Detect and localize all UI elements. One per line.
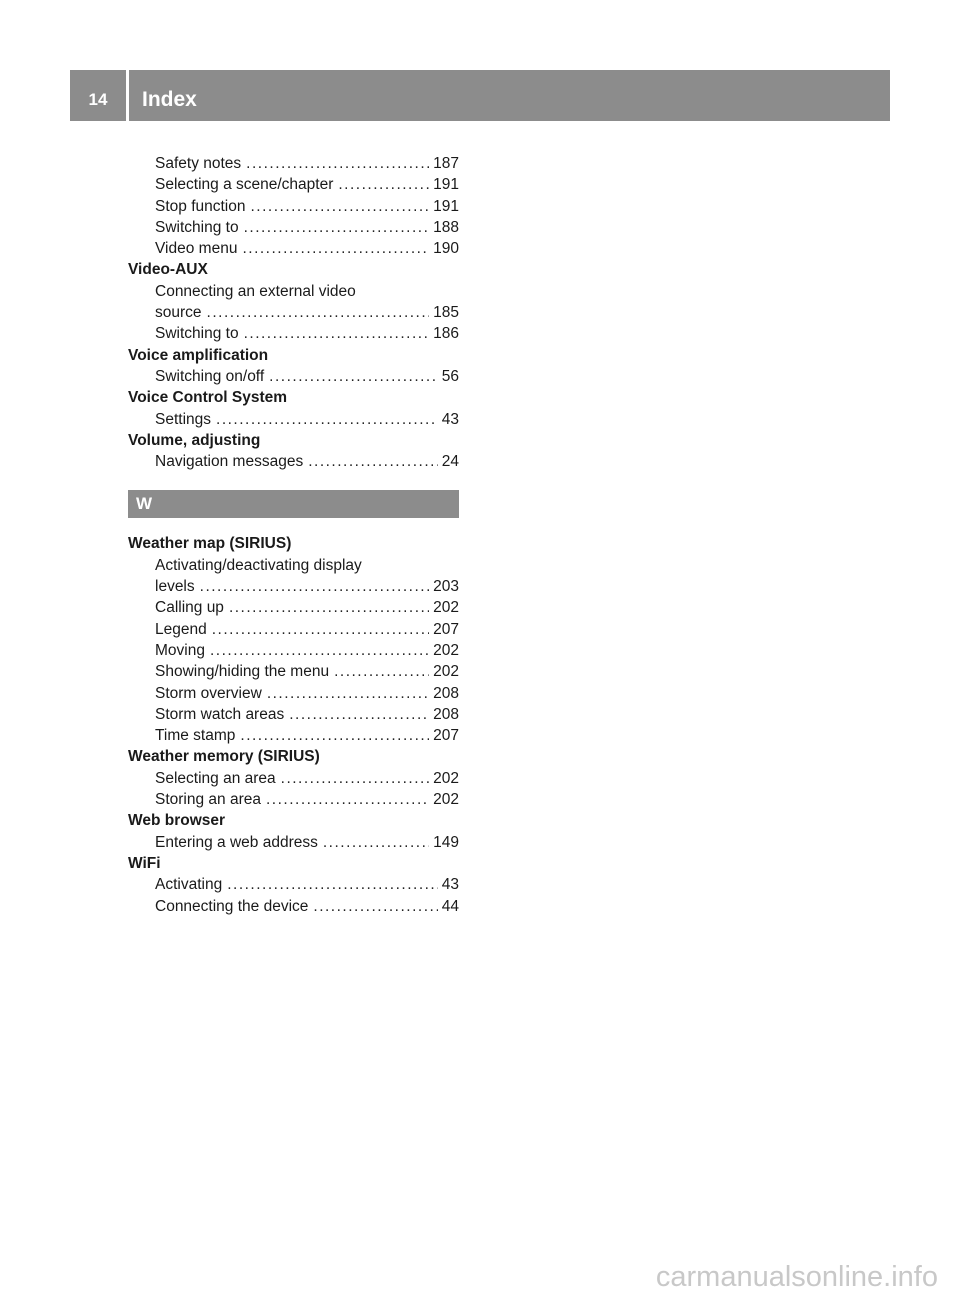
- entry-label: Switching on/off: [155, 367, 265, 385]
- page-reference: 149: [433, 833, 459, 851]
- entry-label: Calling up: [155, 599, 224, 617]
- entry-label: Navigation messages: [155, 453, 304, 471]
- watermark: carmanualsonline.info: [655, 1261, 938, 1293]
- index-subentry: [128, 640, 459, 661]
- index-subentry: [128, 576, 459, 597]
- dot-leader: [338, 174, 429, 195]
- entry-label: Video menu: [155, 240, 238, 258]
- dot-leader: [250, 196, 429, 217]
- page-number: 14: [88, 90, 108, 109]
- dot-leader: [246, 153, 429, 174]
- index-heading: Web browser: [128, 812, 226, 830]
- dot-leader: [281, 768, 429, 789]
- index-subentry: [128, 451, 459, 472]
- dot-leader: [240, 725, 429, 746]
- index-subentry-line: Connecting an external video: [155, 282, 356, 300]
- page-reference: 207: [433, 727, 459, 745]
- entry-label: Switching to: [155, 325, 239, 343]
- index-heading: Volume, adjusting: [128, 431, 261, 449]
- page-reference: 44: [441, 897, 459, 915]
- index-heading: Voice Control System: [128, 389, 288, 407]
- page-reference: 202: [433, 791, 459, 809]
- section-title: Index: [142, 88, 197, 111]
- letter-divider-w: W: [128, 490, 459, 518]
- header-divider: [126, 70, 129, 121]
- entry-label: Storing an area: [155, 791, 261, 809]
- index-subentry: [128, 683, 459, 704]
- dot-leader: [267, 683, 429, 704]
- page-reference: 191: [433, 197, 459, 215]
- dot-leader: [229, 597, 429, 618]
- entry-label: Time stamp: [155, 727, 236, 745]
- index-subentry: [128, 619, 459, 640]
- page-reference: 188: [433, 218, 459, 236]
- dot-leader: [334, 661, 429, 682]
- index-subentry: [128, 323, 459, 344]
- index-subentry: [128, 196, 459, 217]
- index-subentry: [128, 217, 459, 238]
- index-subentry: [128, 661, 459, 682]
- entry-label: levels: [155, 578, 195, 596]
- page-header: [70, 70, 890, 121]
- index-block-w: [128, 533, 459, 916]
- index-subentry-line: Activating/deactivating display: [155, 556, 362, 574]
- dot-leader: [200, 576, 429, 597]
- dot-leader: [266, 789, 429, 810]
- dot-leader: [207, 302, 430, 323]
- entry-label: Switching to: [155, 218, 239, 236]
- page-reference: 56: [441, 367, 459, 385]
- page-reference: 43: [441, 876, 459, 894]
- page-reference: 191: [433, 176, 459, 194]
- dot-leader: [289, 704, 429, 725]
- index-subentry: [128, 704, 459, 725]
- entry-label: Storm overview: [155, 684, 262, 702]
- entry-label: Activating: [155, 876, 223, 894]
- page-reference: 187: [433, 155, 459, 172]
- page-reference: 190: [433, 240, 459, 258]
- page-reference: 202: [433, 769, 459, 787]
- page-reference: 203: [433, 578, 459, 596]
- page-reference: 186: [433, 325, 459, 343]
- page-reference: 202: [433, 641, 459, 659]
- page-reference: 24: [441, 453, 459, 471]
- entry-label: Selecting a scene/chapter: [155, 176, 334, 194]
- index-heading: Video-AUX: [128, 261, 208, 279]
- dot-leader: [212, 619, 429, 640]
- entry-label: Moving: [155, 641, 205, 659]
- entry-label: Showing/hiding the menu: [155, 663, 330, 681]
- index-subentry: [128, 153, 459, 174]
- index-subentry: [128, 896, 459, 917]
- page-reference: 208: [433, 684, 459, 702]
- dot-leader: [242, 238, 429, 259]
- page-reference: 208: [433, 705, 459, 723]
- index-subentry: [128, 597, 459, 618]
- dot-leader: [227, 874, 438, 895]
- entry-label: source: [155, 304, 202, 322]
- entry-label: Legend: [155, 620, 207, 638]
- dot-leader: [313, 896, 437, 917]
- entry-label: Storm watch areas: [155, 705, 285, 723]
- page-reference: 202: [433, 599, 459, 617]
- index-heading: Voice amplification: [128, 346, 269, 364]
- entry-label: Stop function: [155, 197, 246, 215]
- index-heading: WiFi: [128, 854, 161, 872]
- index-heading: Weather memory (SIRIUS): [128, 748, 320, 766]
- entry-label: Entering a web address: [155, 833, 318, 851]
- index-subentry: [128, 409, 459, 430]
- dot-leader: [244, 323, 430, 344]
- index-subentry: [128, 832, 459, 853]
- dot-leader: [308, 451, 438, 472]
- page-reference: 207: [433, 620, 459, 638]
- index-subentry: [128, 174, 459, 195]
- dot-leader: [323, 832, 429, 853]
- dot-leader: [269, 366, 438, 387]
- index-subentry: [128, 874, 459, 895]
- index-subentry: [128, 302, 459, 323]
- page-reference: 43: [441, 410, 459, 428]
- index-subentry: [128, 768, 459, 789]
- page-reference: 185: [433, 304, 459, 322]
- entry-label: Selecting an area: [155, 769, 276, 787]
- page-reference: 202: [433, 663, 459, 681]
- dot-leader: [216, 409, 438, 430]
- index-column: [128, 153, 459, 917]
- entry-label: Connecting the device: [155, 897, 309, 915]
- index-subentry: [128, 366, 459, 387]
- index-subentry: [128, 238, 459, 259]
- index-subentry: [128, 789, 459, 810]
- dot-leader: [210, 640, 429, 661]
- index-heading: Weather map (SIRIUS): [128, 535, 292, 553]
- dot-leader: [244, 217, 430, 238]
- entry-label: Safety notes: [155, 155, 242, 172]
- entry-label: Settings: [155, 410, 212, 428]
- index-subentry: [128, 725, 459, 746]
- index-block-v: [128, 153, 459, 472]
